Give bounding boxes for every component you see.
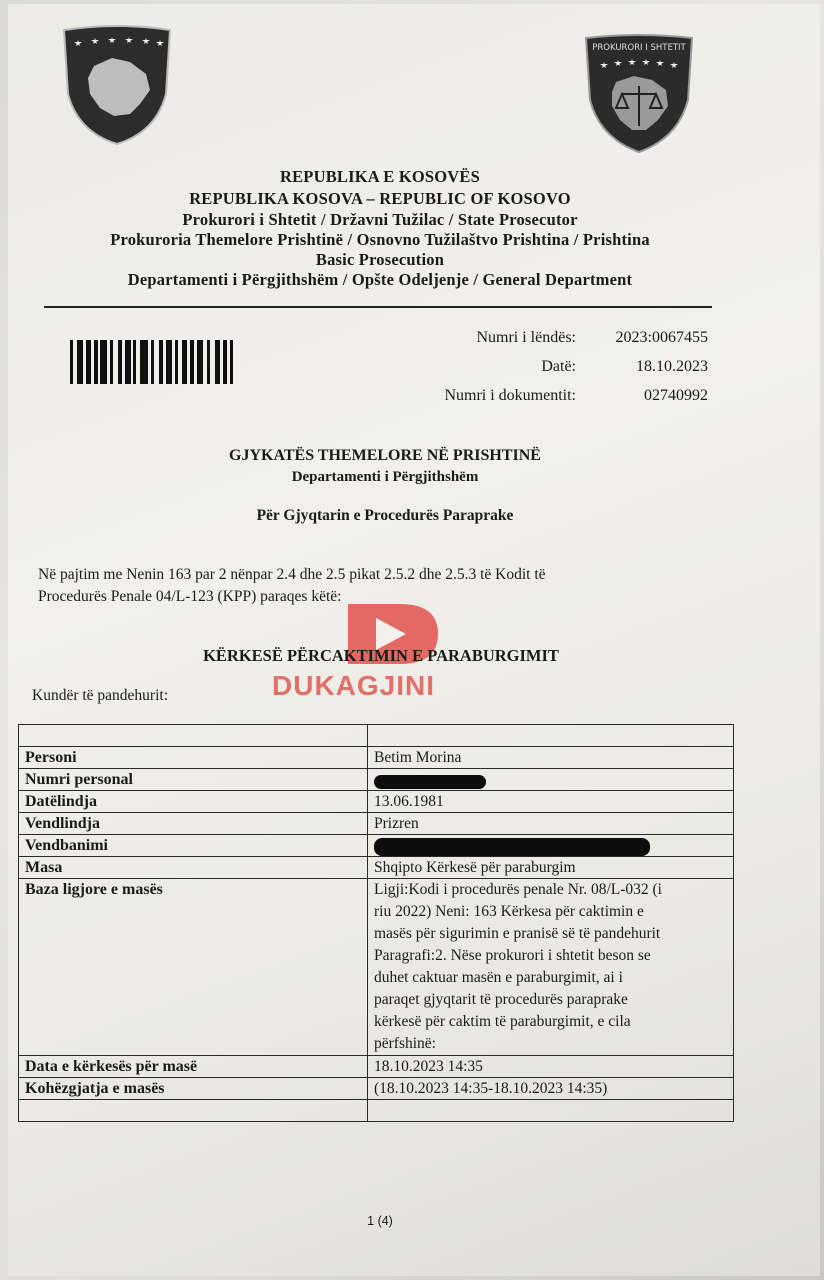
against-label: Kundër të pandehurit:	[32, 687, 169, 704]
row-key: Vendbanimi	[19, 835, 368, 857]
date-value: 18.10.2023	[636, 358, 708, 375]
date-label: Datë:	[541, 358, 576, 375]
request-title: KËRKESË PËRCAKTIMIN E PARABURGIMIT	[203, 646, 559, 665]
row-value: Betim Morina	[368, 747, 734, 769]
header-line-basic-prosecution: Basic Prosecution	[315, 250, 445, 269]
legal-line: Ligji:Kodi i procedurës penale Nr. 08/L-032 (i	[374, 881, 662, 899]
legal-line: përfshinë:	[374, 1035, 436, 1053]
intro-line-1: Në pajtim me Nenin 163 par 2 nënpar 2.4 dhe 2.5 pikat 2.5.2 dhe 2.5.3 të Kodit të	[38, 566, 546, 583]
page-number: 1 (4)	[367, 1214, 393, 1228]
table-row	[19, 1056, 734, 1078]
emblem-text: PROKURORI I SHTETIT	[592, 43, 686, 53]
document-meta	[316, 329, 716, 409]
barcode-bar	[140, 340, 148, 384]
row-key: Data e kërkesës për masë	[19, 1056, 368, 1078]
document-number-value: 02740992	[644, 387, 708, 404]
header-divider	[44, 306, 712, 308]
row-key: Kohëzgjatja e masës	[19, 1078, 368, 1100]
kosovo-emblem-icon	[60, 24, 174, 146]
defendant-table	[18, 724, 734, 1122]
state-prosecutor-emblem-icon	[582, 34, 696, 154]
court-department: Departamenti i Përgjithshëm	[291, 469, 479, 485]
table-row	[19, 1078, 734, 1100]
row-key: Vendlindja	[19, 813, 368, 835]
row-key: Baza ligjore e masës	[19, 879, 368, 1056]
barcode-icon	[70, 340, 332, 384]
barcode-bar	[233, 340, 239, 384]
table-header-empty	[368, 725, 734, 747]
table-footer-empty	[19, 1100, 368, 1122]
case-number-label: Numri i lëndës:	[476, 329, 576, 346]
table-row	[19, 813, 734, 835]
table-header-empty	[19, 725, 368, 747]
legal-line: kërkesë për caktim të paraburgimit, e cila	[374, 1013, 631, 1031]
table-row	[19, 769, 734, 791]
row-value: 18.10.2023 14:35	[368, 1056, 734, 1078]
row-key: Datëlindja	[19, 791, 368, 813]
row-key: Personi	[19, 747, 368, 769]
row-value	[368, 835, 734, 857]
row-value: Shqipto Kërkesë për paraburgim	[368, 857, 734, 879]
redaction-bar	[374, 838, 650, 856]
redaction-bar	[374, 775, 486, 789]
header-line-prosecution-office: Prokuroria Themelore Prishtinë / Osnovno Tužilaštvo Prishtina / Prishtina	[110, 230, 650, 249]
header-line-department: Departamenti i Përgjithshëm / Opšte Odeljenje / General Department	[127, 270, 633, 289]
header-line-republic-of-kosovo: REPUBLIKA KOSOVA – REPUBLIC OF KOSOVO	[189, 189, 571, 208]
row-value-legal-basis	[368, 879, 734, 1056]
table-row	[19, 835, 734, 857]
table-row	[19, 857, 734, 879]
document-number-label: Numri i dokumentit:	[444, 387, 576, 404]
table-row	[19, 1100, 734, 1122]
row-key: Numri personal	[19, 769, 368, 791]
row-value: Prizren	[368, 813, 734, 835]
header-line-republika-e-kosoves: REPUBLIKA E KOSOVËS	[279, 167, 481, 186]
case-number-value: 2023:0067455	[615, 329, 708, 346]
legal-line: riu 2022) Neni: 163 Kërkesa për caktimin e	[374, 903, 644, 921]
table-row	[19, 725, 734, 747]
court-name: GJYKATËS THEMELORE NË PRISHTINË	[229, 447, 541, 464]
row-value	[368, 769, 734, 791]
row-value: 13.06.1981	[368, 791, 734, 813]
row-key: Masa	[19, 857, 368, 879]
intro-line-2: Procedurës Penale 04/L-123 (KPP) paraqes këtë:	[38, 588, 342, 605]
legal-line: paraqet gjyqtarit të procedurës paraprake	[374, 991, 628, 1009]
watermark-text: DUKAGJINI	[272, 670, 436, 701]
legal-line: masës për sigurimin e pranisë së të pandehurit	[374, 925, 661, 943]
table-row	[19, 791, 734, 813]
header-line-state-prosecutor: Prokurori i Shtetit / Državni Tužilac / State Prosecutor	[182, 210, 578, 229]
table-footer-empty	[368, 1100, 734, 1122]
legal-line: duhet caktuar masën e paraburgimit, ai i	[374, 969, 623, 987]
table-row	[19, 879, 734, 1056]
table-row	[19, 747, 734, 769]
legal-line: Paragrafi:2. Nëse prokurori i shtetit beson se	[374, 947, 651, 965]
row-value: (18.10.2023 14:35-18.10.2023 14:35)	[368, 1078, 734, 1100]
barcode-bar	[100, 340, 107, 384]
judge-addressee: Për Gjyqtarin e Procedurës Paraprake	[256, 507, 514, 524]
